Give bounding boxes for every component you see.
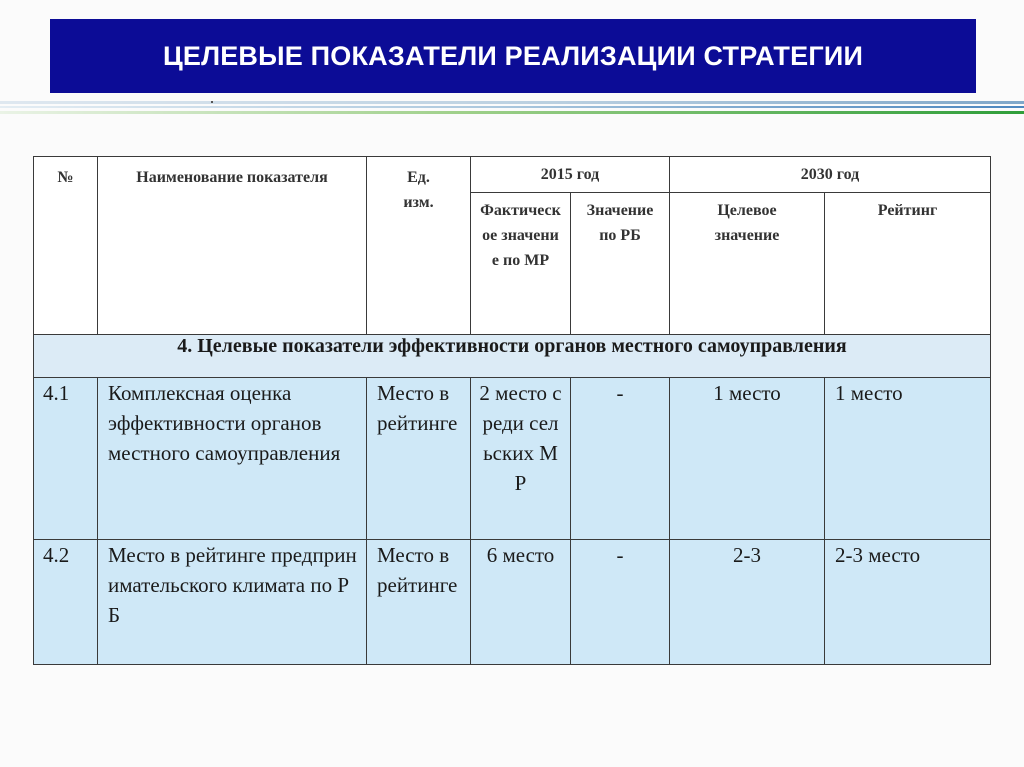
- slide-title-bar: [50, 19, 976, 93]
- header-actual-mr: Фактическое значение по МР: [471, 193, 571, 335]
- indicators-table: [33, 156, 991, 665]
- decorative-stripe-green: [0, 111, 1024, 114]
- header-target: Целевое значение: [670, 193, 825, 335]
- row-unit: Место в рейтинге: [367, 378, 471, 540]
- row-target: 2-3: [670, 540, 825, 665]
- header-unit: Ед. изм.: [367, 157, 471, 335]
- decorative-dot: [211, 101, 213, 103]
- header-year-2030: 2030 год: [670, 157, 991, 193]
- row-unit: Место в рейтинге: [367, 540, 471, 665]
- row-name: Место в рейтинге предпринимательского климата по РБ: [98, 540, 367, 665]
- row-target: 1 место: [670, 378, 825, 540]
- row-num: 4.2: [34, 540, 98, 665]
- header-name: Наименование показателя: [98, 157, 367, 335]
- section-row: [34, 335, 991, 378]
- row-actual-mr: 2 место среди сельских МР: [471, 378, 571, 540]
- table-row: [34, 540, 991, 665]
- row-value-rb: -: [571, 378, 670, 540]
- decorative-stripe-blue: [0, 101, 1024, 104]
- row-value-rb: -: [571, 540, 670, 665]
- slide-title: ЦЕЛЕВЫЕ ПОКАЗАТЕЛИ РЕАЛИЗАЦИИ СТРАТЕГИИ: [162, 40, 864, 71]
- header-value-rb: Значение по РБ: [571, 193, 670, 335]
- section-title: 4. Целевые показатели эффективности органов местного самоуправления: [34, 335, 991, 378]
- header-num: №: [34, 157, 98, 335]
- table-row: [34, 378, 991, 540]
- header-year-2015: 2015 год: [471, 157, 670, 193]
- decorative-stripe-light-blue: [0, 106, 1024, 108]
- row-rating: 1 место: [825, 378, 991, 540]
- row-num: 4.1: [34, 378, 98, 540]
- header-rating: Рейтинг: [825, 193, 991, 335]
- header-row-top: [34, 157, 991, 193]
- row-rating: 2-3 место: [825, 540, 991, 665]
- row-name: Комплексная оценка эффективности органов местного самоуправления: [98, 378, 367, 540]
- row-actual-mr: 6 место: [471, 540, 571, 665]
